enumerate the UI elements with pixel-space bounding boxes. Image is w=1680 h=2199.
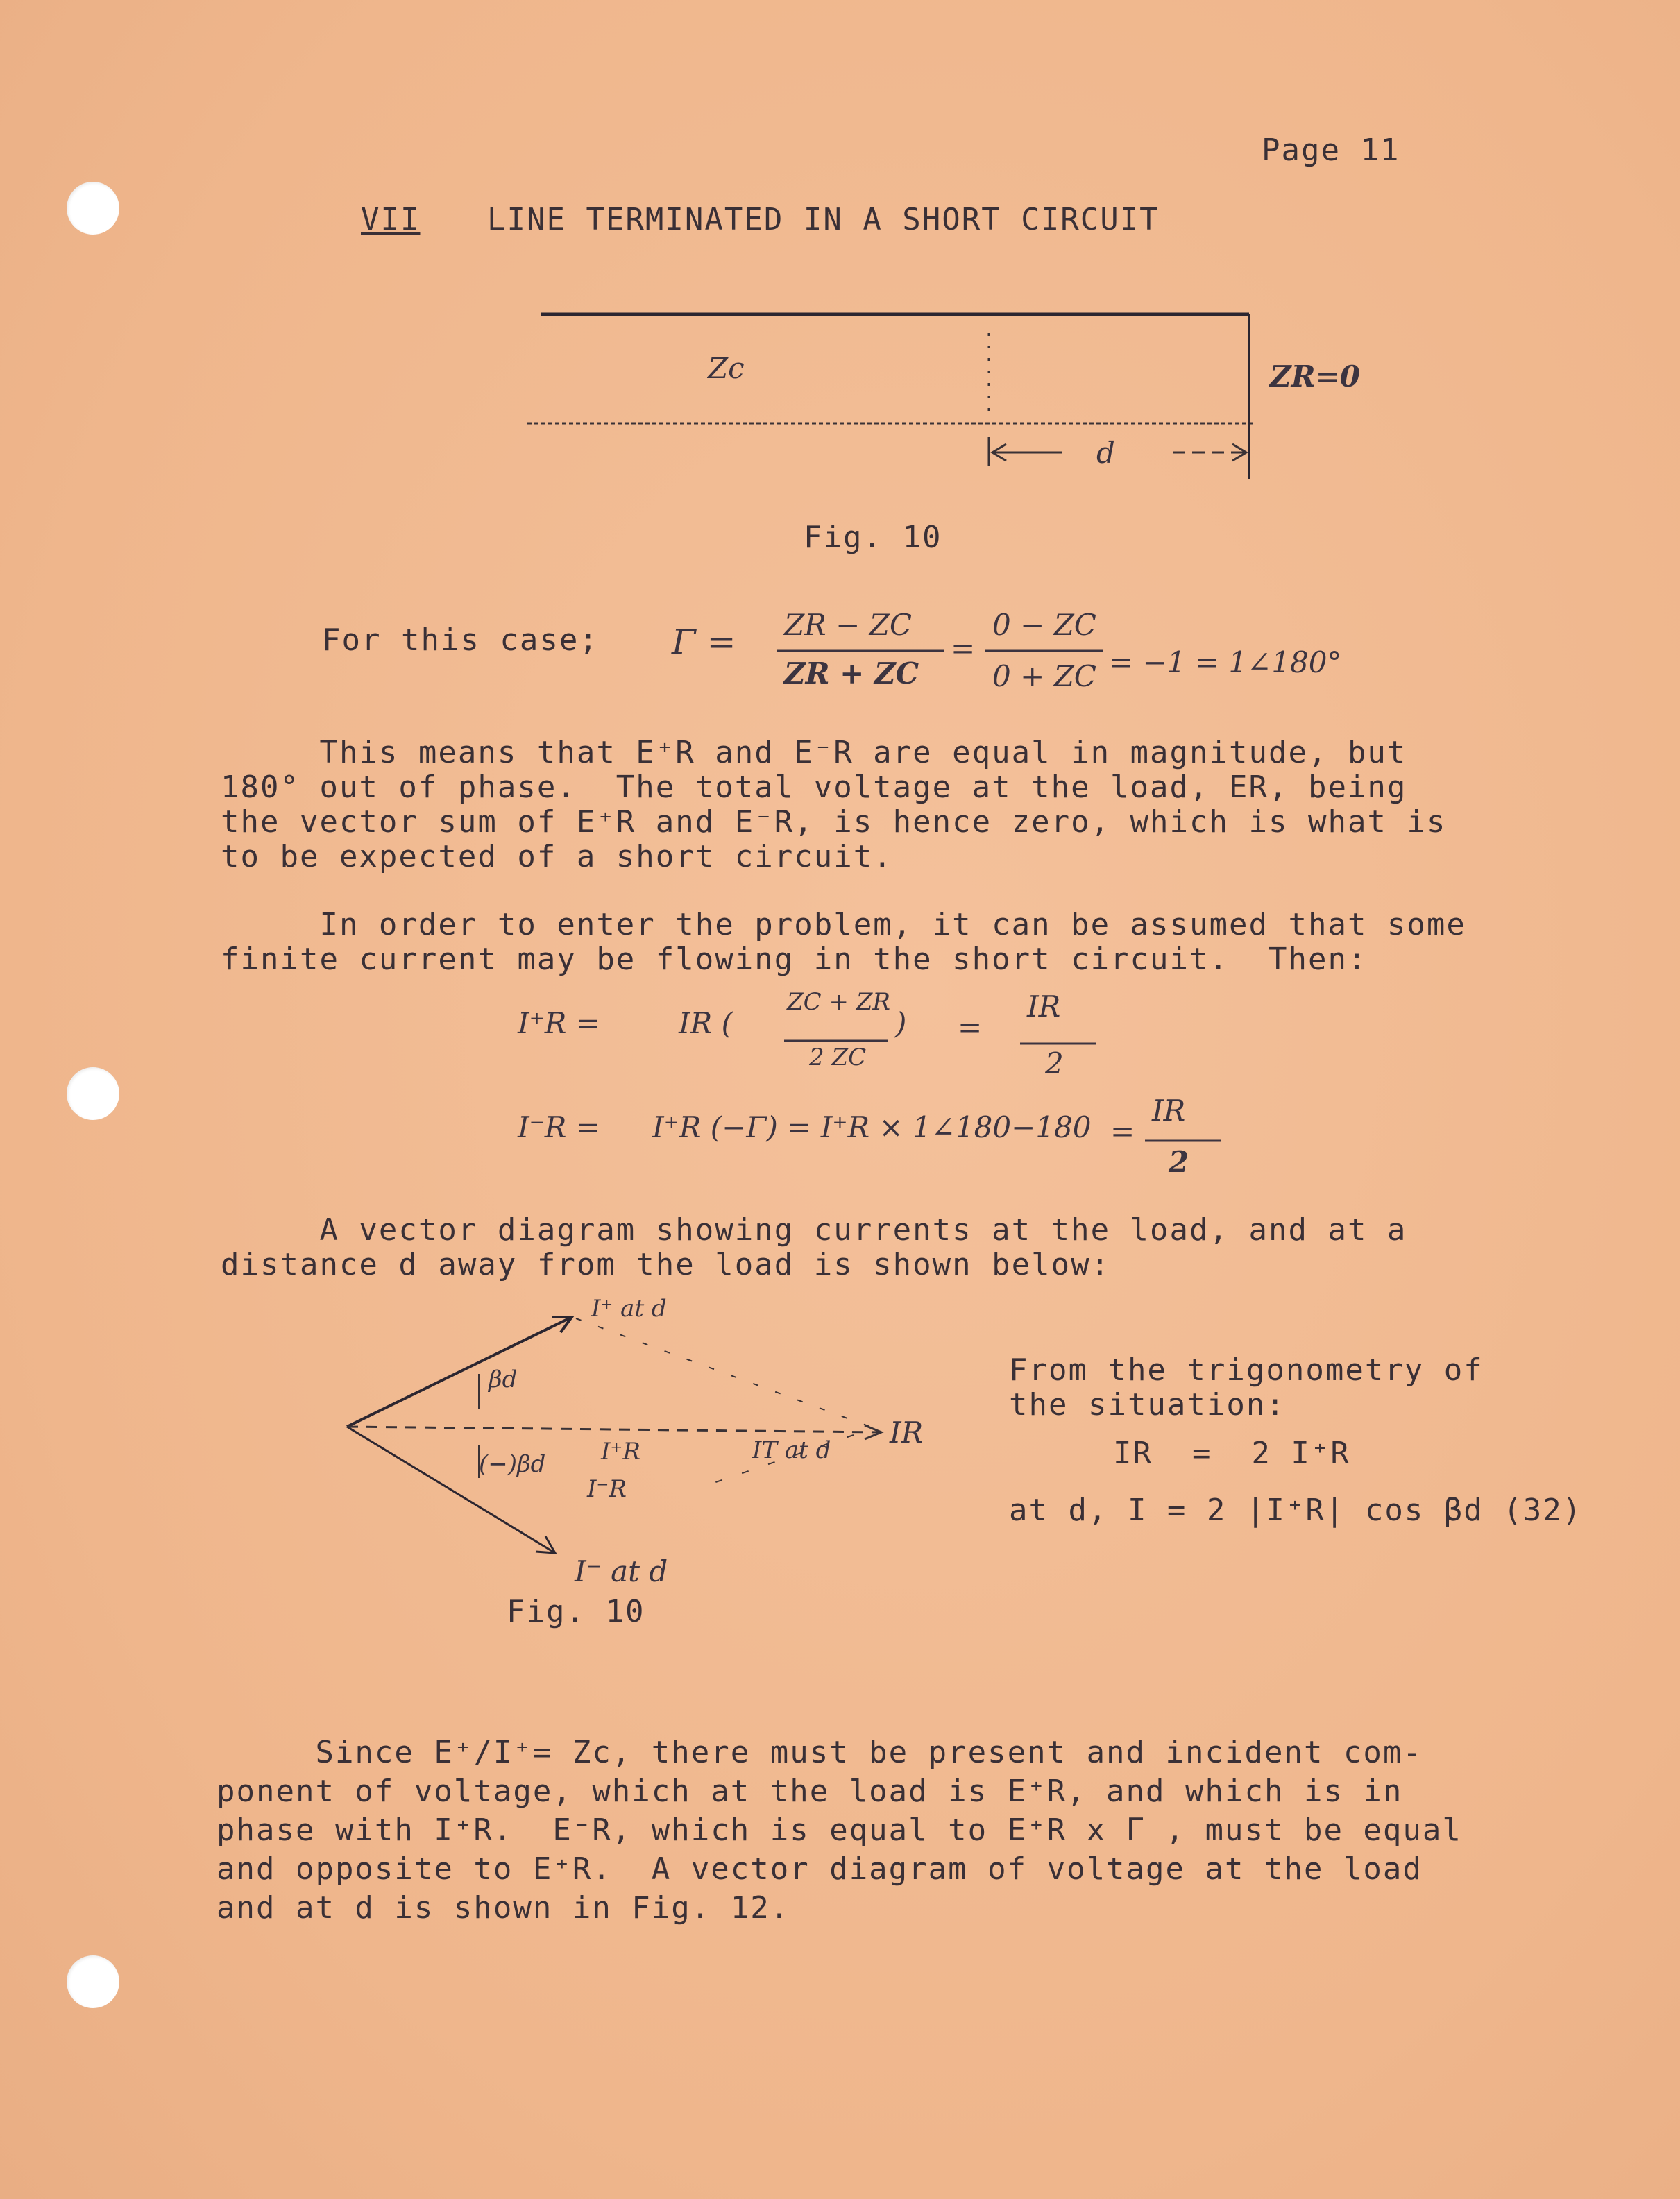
paragraph-4	[217, 1733, 1462, 1928]
gamma-lhs: Γ =	[672, 622, 736, 662]
trig-line: From the trigonometry of	[1009, 1352, 1484, 1388]
eq2-rden: 2	[1169, 1145, 1189, 1179]
eq1-close: )	[895, 1006, 907, 1040]
fig2-caption: Fig. 10	[507, 1594, 645, 1629]
trig-line: the situation:	[1009, 1387, 1286, 1423]
eq1-den: 2 ZC	[809, 1044, 867, 1071]
paragraph-3-line: distance d away from the load is shown below:	[221, 1247, 1111, 1282]
trig-text	[1009, 1353, 1484, 1423]
label-i-minus-at-d: I⁻ at d	[575, 1554, 668, 1588]
trig-eq-b: at d, I = 2 |I⁺R| cos βd (32)	[1009, 1493, 1583, 1528]
gamma-lead: For this case;	[322, 622, 599, 658]
eq1-eq: =	[958, 1010, 983, 1044]
paragraph-4-line: and at d is shown in Fig. 12.	[217, 1890, 790, 1926]
paragraph-2-line: finite current may be flowing in the short circuit. Then:	[221, 942, 1368, 977]
paragraph-1-line: 180° out of phase. The total voltage at the load, ER, being	[221, 770, 1407, 805]
eq1-mid: IR (	[679, 1006, 733, 1040]
vector-ir	[347, 1427, 881, 1432]
gamma-f1-num: ZR − ZC	[784, 608, 913, 642]
label-i-plus-at-d: I⁺ at d	[591, 1295, 667, 1323]
section-title: LINE TERMINATED IN A SHORT CIRCUIT	[487, 202, 1160, 237]
vector-i-plus-at-d	[347, 1317, 572, 1427]
paragraph-2-line: In order to enter the problem, it can be assumed that some	[221, 907, 1466, 942]
eq1-rden: 2	[1045, 1046, 1064, 1080]
gamma-f2-num: 0 − ZC	[992, 608, 1096, 642]
label-ir-minus: I⁻R	[587, 1475, 627, 1503]
eq1-lhs: I⁺R =	[518, 1006, 600, 1040]
section-numeral: VII	[361, 202, 421, 237]
paragraph-4-line: phase with I⁺R. E⁻R, which is equal to E⁺R x Γ , must be equal	[217, 1812, 1462, 1848]
paragraph-4-line: ponent of voltage, which at the load is E⁺R, and which is in	[217, 1774, 1403, 1809]
eq2-rnum: IR	[1152, 1094, 1186, 1128]
paragraph-4-line: Since E⁺/I⁺= Zc, there must be present and incident com-	[217, 1735, 1423, 1770]
eq2-mid: I⁺R (−Γ) = I⁺R × 1∠180−180	[652, 1110, 1092, 1144]
eq1-rnum: IR	[1027, 990, 1061, 1024]
construction-line-top	[576, 1318, 881, 1431]
vector-i-minus-at-d	[347, 1427, 555, 1553]
trig-eq-a: IR = 2 I⁺R	[1113, 1436, 1350, 1471]
paragraph-1-line: This means that E⁺R and E⁻R are equal in magnitude, but	[221, 735, 1407, 770]
eq2-lhs: I⁻R =	[518, 1110, 600, 1144]
zr-label: ZR=0	[1270, 359, 1360, 393]
fig1-caption: Fig. 10	[804, 520, 942, 555]
paragraph-4-line: and opposite to E⁺R. A vector diagram of voltage at the load	[217, 1851, 1423, 1887]
eq1-num: ZC + ZR	[787, 988, 890, 1016]
gamma-tail: = −1 = 1∠180°	[1109, 645, 1342, 679]
label-it-at-d: IT at d	[752, 1436, 831, 1464]
gamma-f1-den: ZR + ZC	[784, 656, 919, 690]
zc-label: Zc	[708, 351, 745, 385]
d-label: d	[1096, 436, 1115, 470]
label-beta-d: βd	[489, 1366, 518, 1393]
label-minus-beta-d: (−)βd	[479, 1450, 546, 1478]
gamma-f2-den: 0 + ZC	[992, 659, 1096, 693]
page-number: Page 11	[1262, 133, 1400, 168]
paragraph-1-line: the vector sum of E⁺R and E⁻R, is hence zero, which is what is	[221, 804, 1447, 840]
paragraph-1-line: to be expected of a short circuit.	[221, 839, 893, 874]
paragraph-3-line: A vector diagram showing currents at the load, and at a	[221, 1212, 1407, 1248]
gamma-eq1: =	[951, 631, 976, 665]
eq2-eq: =	[1110, 1114, 1135, 1148]
label-ir-plus: I⁺R	[601, 1438, 640, 1466]
label-ir-end: IR	[890, 1416, 924, 1450]
